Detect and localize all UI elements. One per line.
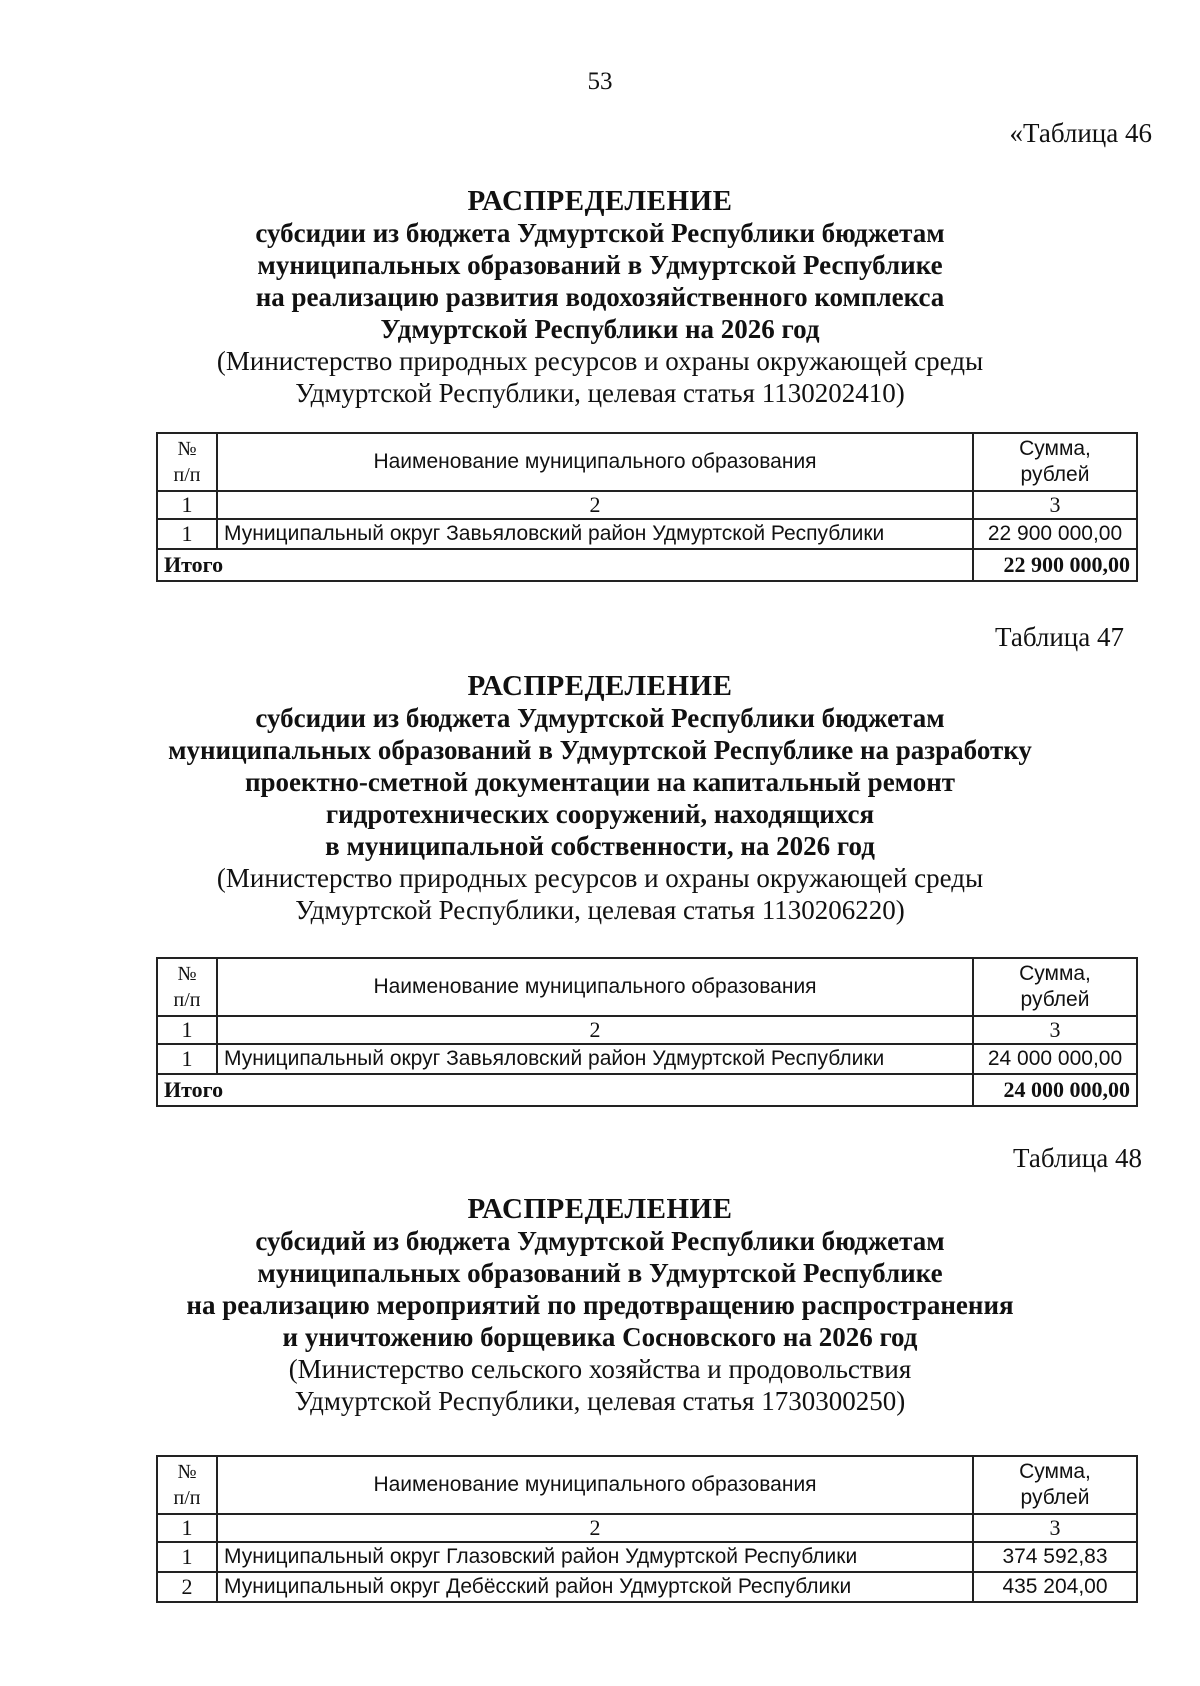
table-row <box>157 519 1137 549</box>
heading-line: муниципальных образований в Удмуртской Республике <box>257 250 943 280</box>
table-46-label: «Таблица 46 <box>1009 118 1152 148</box>
total-label: Итого <box>157 549 973 581</box>
heading-line: в муниципальной собственности, на 2026 год <box>325 831 875 861</box>
header-name: Наименование муниципального образования <box>217 1456 973 1514</box>
heading-line: гидротехнических сооружений, находящихся <box>325 799 875 829</box>
heading-line: и уничтожению борщевика Сосновского на 2026 год <box>282 1322 918 1352</box>
header-sum: Сумма, рублей <box>973 433 1137 491</box>
table-48-heading <box>0 1193 1200 1417</box>
table-header-row <box>157 958 1137 1016</box>
total-sum: 24 000 000,00 <box>973 1074 1137 1106</box>
index-cell: 2 <box>217 1514 973 1542</box>
distribution-table-46 <box>156 432 1138 582</box>
heading-title: РАСПРЕДЕЛЕНИЕ <box>467 1193 733 1225</box>
row-num: 2 <box>157 1572 217 1602</box>
table-47-label: Таблица 47 <box>995 622 1124 652</box>
heading-line: субсидий из бюджета Удмуртской Республики бюджетам <box>255 1226 945 1256</box>
header-name: Наименование муниципального образования <box>217 958 973 1016</box>
heading-line: на реализацию мероприятий по предотвращению распространения <box>186 1290 1014 1320</box>
heading-note: Удмуртской Республики, целевая статья 1130202410) <box>295 378 905 408</box>
table-header-row <box>157 1456 1137 1514</box>
page-number: 53 <box>587 68 613 95</box>
total-sum: 22 900 000,00 <box>973 549 1137 581</box>
heading-line: субсидии из бюджета Удмуртской Республики бюджетам <box>255 703 945 733</box>
header-sum: Сумма, рублей <box>973 958 1137 1016</box>
header-sum: Сумма, рублей <box>973 1456 1137 1514</box>
header-name: Наименование муниципального образования <box>217 433 973 491</box>
table-row <box>157 1572 1137 1602</box>
row-name: Муниципальный округ Дебёсский район Удмуртской Республики <box>217 1572 973 1602</box>
row-sum: 435 204,00 <box>973 1572 1137 1602</box>
index-row <box>157 1514 1137 1542</box>
heading-note: (Министерство природных ресурсов и охраны окружающей среды <box>216 863 984 893</box>
index-cell: 1 <box>157 1514 217 1542</box>
index-cell: 2 <box>217 1016 973 1044</box>
total-row <box>157 549 1137 581</box>
row-num: 1 <box>157 1542 217 1572</box>
index-cell: 3 <box>973 491 1137 519</box>
table-47-heading <box>0 670 1200 926</box>
index-cell: 3 <box>973 1016 1137 1044</box>
table-row <box>157 1542 1137 1572</box>
header-num: № п/п <box>157 958 217 1016</box>
index-cell: 1 <box>157 491 217 519</box>
table-48-label: Таблица 48 <box>1013 1143 1142 1173</box>
heading-line: на реализацию развития водохозяйственного комплекса <box>255 282 945 312</box>
table-46-heading <box>0 185 1200 409</box>
row-sum: 374 592,83 <box>973 1542 1137 1572</box>
heading-line: Удмуртской Республики на 2026 год <box>380 314 820 344</box>
heading-line: муниципальных образований в Удмуртской Республике <box>257 1258 943 1288</box>
row-num: 1 <box>157 519 217 549</box>
row-sum: 24 000 000,00 <box>973 1044 1137 1074</box>
total-label: Итого <box>157 1074 973 1106</box>
heading-note: Удмуртской Республики, целевая статья 1130206220) <box>295 895 905 925</box>
table-header-row <box>157 433 1137 491</box>
heading-note: (Министерство природных ресурсов и охраны окружающей среды <box>216 346 984 376</box>
distribution-table-48 <box>156 1455 1138 1603</box>
heading-line: муниципальных образований в Удмуртской Республике на разработку <box>168 735 1032 765</box>
table-row <box>157 1044 1137 1074</box>
heading-title: РАСПРЕДЕЛЕНИЕ <box>467 670 733 702</box>
row-name: Муниципальный округ Глазовский район Удмуртской Республики <box>217 1542 973 1572</box>
header-num: № п/п <box>157 433 217 491</box>
index-cell: 3 <box>973 1514 1137 1542</box>
heading-title: РАСПРЕДЕЛЕНИЕ <box>467 185 733 217</box>
heading-line: проектно-сметной документации на капитальный ремонт <box>244 767 956 797</box>
row-name: Муниципальный округ Завьяловский район Удмуртской Республики <box>217 519 973 549</box>
heading-note: (Министерство сельского хозяйства и продовольствия <box>288 1354 912 1384</box>
index-cell: 1 <box>157 1016 217 1044</box>
total-row <box>157 1074 1137 1106</box>
row-name: Муниципальный округ Завьяловский район Удмуртской Республики <box>217 1044 973 1074</box>
index-row <box>157 1016 1137 1044</box>
index-row <box>157 491 1137 519</box>
header-num: № п/п <box>157 1456 217 1514</box>
row-sum: 22 900 000,00 <box>973 519 1137 549</box>
heading-note: Удмуртской Республики, целевая статья 1730300250) <box>294 1386 906 1416</box>
heading-line: субсидии из бюджета Удмуртской Республики бюджетам <box>255 218 945 248</box>
distribution-table-47 <box>156 957 1138 1107</box>
index-cell: 2 <box>217 491 973 519</box>
row-num: 1 <box>157 1044 217 1074</box>
